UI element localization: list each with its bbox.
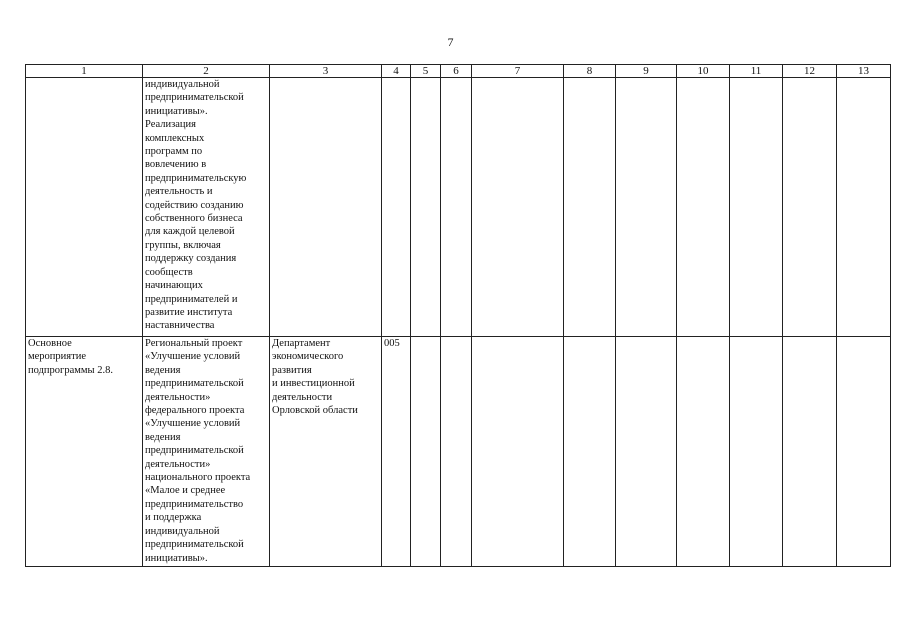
code-cell: [382, 78, 411, 337]
header-row: [26, 65, 891, 78]
empty-cell: [677, 337, 730, 567]
column-header-5: 5: [411, 65, 441, 78]
column-header-1: 1: [26, 65, 143, 78]
project-description-cell: индивидуальной предпринимательской инициативы». Реализация комплексных программ по вовлечению в предпринимательскую деятельность и содействию созданию собственного бизнеса для каждой целевой группы, включая поддержку создания сообществ начинающих предпринимателей и развитие института наставничества: [143, 78, 270, 337]
table-row: [26, 78, 891, 337]
column-header-10: 10: [677, 65, 730, 78]
empty-cell: [441, 78, 472, 337]
empty-cell: [730, 78, 783, 337]
empty-cell: [441, 337, 472, 567]
event-name-cell: Основное мероприятие подпрограммы 2.8.: [26, 337, 143, 567]
column-header-11: 11: [730, 65, 783, 78]
empty-cell: [616, 337, 677, 567]
responsible-executor-cell: Департамент экономического развития и инвестиционной деятельности Орловской области: [270, 337, 382, 567]
code-cell: 005: [382, 337, 411, 567]
table-row: [26, 337, 891, 567]
project-description-cell: Региональный проект «Улучшение условий ведения предпринимательской деятельности» федерального проекта «Улучшение условий ведения предпринимательской деятельности» национального проекта «Малое и среднее предпринимательство и поддержка индивидуальной предпринимательской инициативы».: [143, 337, 270, 567]
empty-cell: [472, 78, 564, 337]
empty-cell: [783, 78, 837, 337]
column-header-4: 4: [382, 65, 411, 78]
empty-cell: [730, 337, 783, 567]
column-header-13: 13: [837, 65, 891, 78]
empty-cell: [837, 78, 891, 337]
column-header-9: 9: [616, 65, 677, 78]
empty-cell: [564, 337, 616, 567]
column-header-12: 12: [783, 65, 837, 78]
empty-cell: [564, 78, 616, 337]
column-header-2: 2: [143, 65, 270, 78]
empty-cell: [472, 337, 564, 567]
program-table: [25, 64, 891, 567]
empty-cell: [411, 78, 441, 337]
event-name-cell: [26, 78, 143, 337]
empty-cell: [837, 337, 891, 567]
empty-cell: [411, 337, 441, 567]
column-header-6: 6: [441, 65, 472, 78]
page-number: 7: [447, 35, 454, 49]
responsible-executor-cell: [270, 78, 382, 337]
empty-cell: [616, 78, 677, 337]
column-header-3: 3: [270, 65, 382, 78]
column-header-8: 8: [564, 65, 616, 78]
empty-cell: [677, 78, 730, 337]
empty-cell: [783, 337, 837, 567]
column-header-7: 7: [472, 65, 564, 78]
